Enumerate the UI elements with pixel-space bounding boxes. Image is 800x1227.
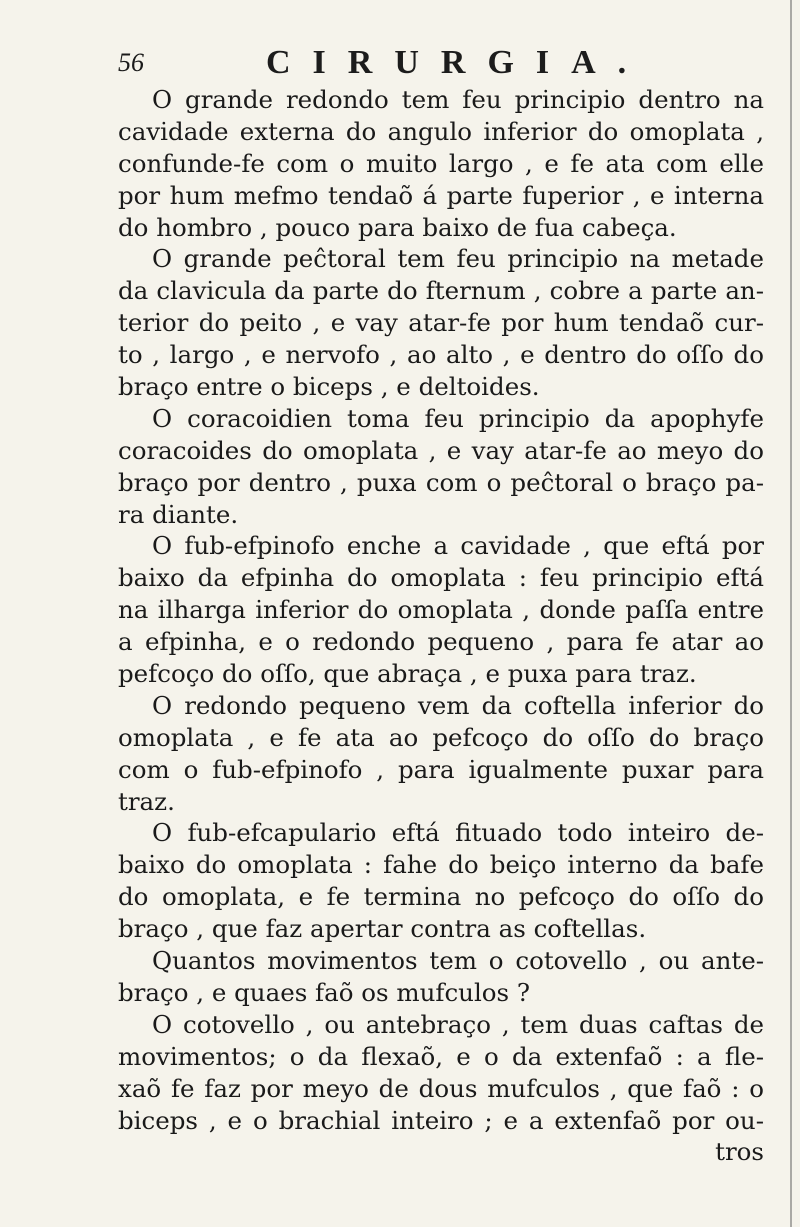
page-header: [118, 44, 758, 84]
text-line: O fub-efpinofo enche a cavidade , que eftá por: [152, 531, 764, 561]
text-line: cavidade externa do angulo inferior do omoplata ,: [118, 116, 764, 146]
text-line: braço entre o biceps , e deltoides.: [118, 372, 540, 402]
text-line: O grande peĉtoral tem feu principio na metade: [152, 244, 764, 274]
text-line: baixo do omoplata : fahe do beiço interno da bafe: [118, 850, 764, 880]
text-line: O coracoidien toma feu principio da apophyfe: [152, 403, 764, 433]
text-line: do omoplata, e fe termina no pefcoço do oſſo do: [118, 882, 764, 912]
text-line: na ilharga inferior do omoplata , donde paſſa entre: [118, 595, 764, 625]
text-line: traz.: [118, 786, 175, 816]
text-line: coracoides do omoplata , e vay atar-fe ao meyo do: [118, 435, 764, 465]
text-line: a efpinha, e o redondo pequeno , para fe atar ao: [118, 627, 764, 657]
text-line: por hum mefmo tendaõ á parte fuperior , e interna: [118, 180, 764, 210]
text-line: O fub-efcapulario eftá fituado todo inteiro de-: [152, 818, 764, 848]
text-line: braço por dentro , puxa com o peĉtoral o braço pa-: [118, 467, 764, 497]
text-line: ra diante.: [118, 499, 239, 529]
text-line: confunde-fe com o muito largo , e fe ata com elle: [118, 148, 764, 178]
text-line: da clavicula da parte do fternum , cobre a parte an-: [118, 276, 764, 306]
text-line: O grande redondo tem feu principio dentro na: [152, 85, 764, 114]
text-line: com o fub-efpinofo , para igualmente puxar para: [118, 754, 764, 784]
running-title: CIRURGIA.: [266, 44, 649, 81]
text-line: omoplata , e fe ata ao pefcoço do oſſo do braço: [118, 722, 764, 752]
text-line: pefcoço do oſſo, que abraça , e puxa para traz.: [118, 659, 697, 689]
body-text: [118, 84, 764, 1168]
text-line: braço , que faz apertar contra as coftellas.: [118, 914, 647, 944]
text-line: biceps , e o brachial inteiro ; e a extenfaõ por ou-: [118, 1105, 764, 1135]
text-line: do hombro , pouco para baixo de fua cabeça.: [118, 212, 677, 242]
catchword: tros: [715, 1137, 764, 1167]
text-line: O cotovello , ou antebraço , tem duas caftas de: [152, 1009, 764, 1039]
text-line: baixo da efpinha do omoplata : feu principio eftá: [118, 563, 764, 593]
text-line: movimentos; o da flexaõ, e o da extenfaõ : a fle-: [118, 1041, 764, 1071]
text-line: Quantos movimentos tem o cotovello , ou ante-: [152, 946, 764, 976]
text-line: braço , e quaes faõ os mufculos ?: [118, 977, 531, 1007]
page-number: 56: [118, 48, 144, 77]
text-line: to , largo , e nervofo , ao alto , e dentro do oſſo do: [118, 340, 764, 370]
text-line: O redondo pequeno vem da coftella inferior do: [152, 690, 764, 720]
page-edge-line: [790, 0, 792, 1227]
text-line: terior do peito , e vay atar-fe por hum tendaõ cur-: [118, 308, 764, 338]
text-line: xaõ fe faz por meyo de dous mufculos , que faõ : o: [118, 1073, 764, 1103]
